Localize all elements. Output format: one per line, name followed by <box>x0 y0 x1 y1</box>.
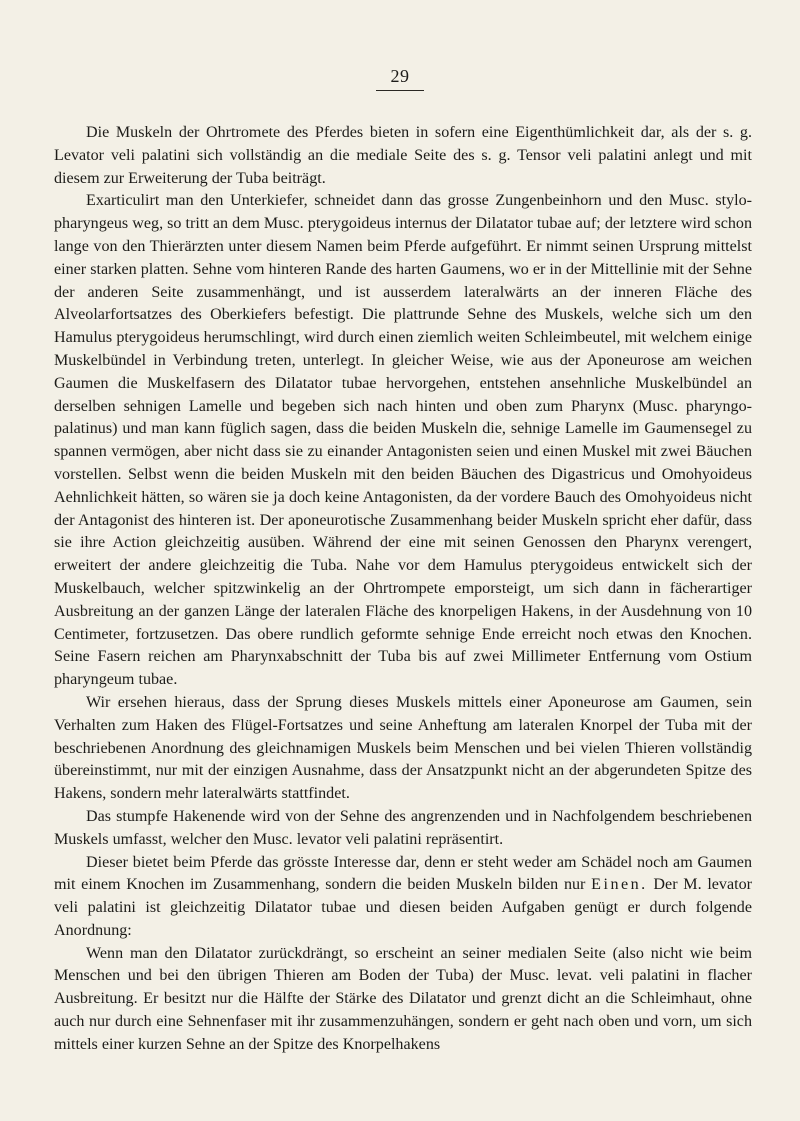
paragraph-1: Die Muskeln der Ohrtromete des Pferdes bieten in sofern eine Eigenthümlichkeit dar, als der s. g. Levator veli palatini sich vollständig an die mediale Seite des s. g. Tensor veli palatini anlegt und mit diesem zur Erweiterung der Tuba beiträgt. <box>54 124 752 187</box>
paragraph-3: Wir ersehen hieraus, dass der Sprung dieses Muskels mittels einer Aponeurose am Gaumen, sein Verhalten zum Haken des Flügel-Fortsatzes und seine Anheftung am lateralen Knorpel der Tuba mit der beschriebenen Anordnung des gleichnamigen Muskels beim Menschen und bei vielen Thieren vollständig übereinstimmt, nur mit der einzigen Ausnahme, dass der Ansatzpunkt nicht an der abgerundeten Spitze des Hakens, sondern mehr lateralwärts stattfindet. <box>54 693 752 803</box>
paragraph-5-text-start: Dieser bietet beim Pferde das grösste Interesse dar, denn er steht weder am Schädel noch am Gaumen mit einem Knochen im Zusammenhang, sondern die beiden Muskeln bilden nur <box>54 853 752 894</box>
paragraph-5-text-end: Der M. levator veli palatini ist gleichzeitig Dilatator tubae und diesen beiden Aufgaben genügt er durch folgende Anordnung: <box>54 876 753 939</box>
page-number-underline <box>376 90 424 91</box>
paragraph-4: Das stumpfe Hakenende wird von der Sehne des angrenzenden und in Nachfolgendem beschriebenen Muskels umfasst, welcher den Musc. levator veli palatini repräsentirt. <box>54 807 752 848</box>
spaced-emphasis: Einen. <box>591 876 648 894</box>
paragraph-2: Exarticulirt man den Unterkiefer, schneidet dann das grosse Zungenbeinhorn und den Musc. stylo-pharyngeus weg, so tritt an dem Musc. pterygoideus internus der Dilatator tubae auf; der letztere wird schon lange von den Thierärzten unter diesem Namen beim Pferde aufgeführt. Er nimmt seinen Ursprung mittelst einer starken platten. Sehne vom hinteren Rande des harten Gaumens, wo er in der Mittellinie mit der Sehne der anderen Seite zusammenhängt, und ist ausserdem lateralwärts an der inneren Fläche des Alveolarfortsatzes des Oberkiefers befestigt. Die plattrunde Sehne des Muskels, welche sich um den Hamulus pterygoideus herumschlingt, wird durch einen ziemlich weiten Schleimbeutel, mit welchem einige Muskelbündel in Verbindung treten, unterlegt. In gleicher Weise, wie aus der Aponeurose am weichen Gaumen die Muskelfasern des Dilatator tubae hervorgehen, entstehen ansehnliche Muskelbündel an derselben sehnigen Lamelle und begeben sich nach hinten und oben zum Pharynx (Musc. pharyngo-palatinus) und man kann füglich sagen, dass die beiden Muskeln die, sehnige Lamelle im Gaumensegel zu spannen vermögen, aber nicht dass sie zu einander Antagonisten seien und einen Muskel mit zwei Bäuchen vorstellen. Selbst wenn die beiden Muskeln mit den beiden Bäuchen des Digastricus und Omohyoideus Aehnlichkeit hätten, so wären sie ja doch keine Antagonisten, da der vordere Bauch des Omohyoideus nicht der Antagonist des hinteren ist. Der aponeurotische Zusammenhang beider Muskeln spricht eher dafür, dass sie ihre Action gleichzeitig ausüben. Während der eine mit seinen Genossen den Pharynx verengert, erweitert der andere gleichzeitig die Tuba. Nahe vor dem Hamulus pterygoideus entwickelt sich der Muskelbauch, welcher spitzwinkelig an der Ohrtrompete emporsteigt, um sich dann in fächerartiger Ausbreitung an der ganzen Länge der lateralen Fläche des knorpeligen Hakens, in der Ausdehnung von 10 Centimeter, fortzusetzen. Das obere rundlich geformte sehnige Ende erreicht noch etwas den Knochen. Seine Fasern reichen am Pharynxabschnitt der Tuba bis auf zwei Millimeter Entfernung vom Ostium pharyngeum tubae. <box>54 192 752 689</box>
body-text <box>54 122 752 1057</box>
paragraph-5 <box>54 852 752 943</box>
page-number: 29 <box>390 66 410 86</box>
paragraph-6: Wenn man den Dilatator zurückdrängt, so erscheint an seiner medialen Seite (also nicht wie beim Menschen und bei den übrigen Thieren am Boden der Tuba) der Musc. levat. veli palatini in flacher Ausbreitung. Er besitzt nur die Hälfte der Stärke des Dilatator und grenzt dicht an die Schleimhaut, ohne auch nur durch eine Sehnenfaser mit ihr zusammenzuhängen, sondern er geht nach oben und vorn, um sich mittels einer kurzen Sehne an der Spitze des Knorpelhakens <box>54 944 752 1053</box>
